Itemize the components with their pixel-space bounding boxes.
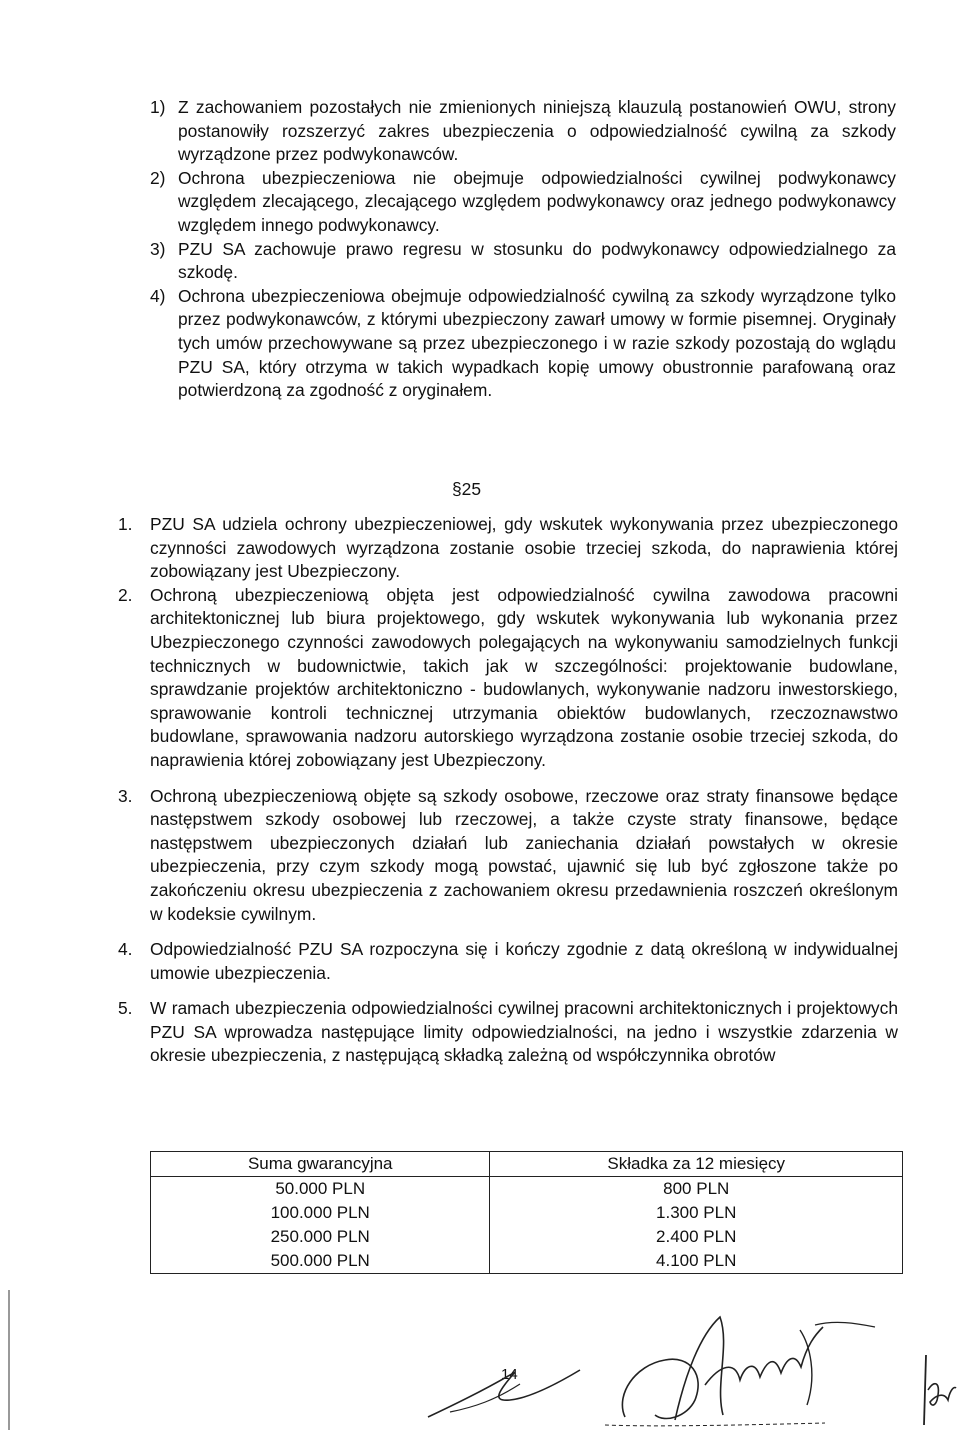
clause-text: Ochrona ubezpieczeniowa nie obejmuje odpowiedzialności cywilnej podwykonawcy względem zlecającego, zlecającego względem podwykonawcy oraz jednego podwykonawcy względem innego podwykonawcy.: [178, 167, 896, 235]
scan-edge-mark: [8, 1290, 10, 1430]
clause-number: 3): [150, 238, 166, 259]
section-paragraph-list: [118, 513, 898, 1068]
paragraph-gap: [118, 773, 898, 785]
clause-number: 2): [150, 167, 166, 188]
table-row: [151, 1225, 903, 1249]
clause-text: PZU SA zachowuje prawo regresu w stosunku do podwykonawcy odpowiedzialnego za szkodę.: [178, 238, 896, 283]
table-header-sum: Suma gwarancyjna: [151, 1152, 490, 1177]
paragraph-item: [118, 584, 898, 773]
table-cell: 2.400 PLN: [490, 1225, 903, 1249]
table-cell: 500.000 PLN: [151, 1249, 490, 1274]
clause-item: [150, 285, 896, 403]
table-row: [151, 1249, 903, 1274]
handwritten-initials: [420, 1362, 590, 1422]
handwritten-mark: [918, 1350, 958, 1430]
paragraph-item: [118, 938, 898, 985]
table-cell: 50.000 PLN: [151, 1177, 490, 1202]
table-cell: 250.000 PLN: [151, 1225, 490, 1249]
paragraph-number: 3.: [118, 785, 133, 806]
paragraph-number: 1.: [118, 514, 133, 534]
paragraph-text: Ochroną ubezpieczeniową objęte są szkody osobowe, rzeczowe oraz straty finansowe będące następstwem szkody osobowej lub rzeczowej, a także czyste straty finansowe, będące następstwem ubezpieczonych działań lub zaniechania działań powstałych w okresie ubezpieczenia, przy czym szkody mogą powstać, ujawnić się lub być zgłoszone także po zakończeniu okresu ubezpieczenia z zachowaniem okresu przedawnienia roszczeń określonym w kodeksie cywilnym.: [150, 785, 898, 924]
handwritten-signature: [595, 1305, 885, 1430]
paragraph-text: PZU SA udziela ochrony ubezpieczeniowej, gdy wskutek wykonywania przez ubezpieczonego czynności zawodowych wyrządzona zostanie osobie trzeciej szkoda, do naprawienia której zobowiązany jest Ubezpieczony.: [150, 514, 898, 582]
paragraph-gap: [118, 926, 898, 938]
table-cell: 100.000 PLN: [151, 1201, 490, 1225]
paragraph-number: 2.: [118, 584, 133, 605]
table-cell: 4.100 PLN: [490, 1249, 903, 1274]
paragraph-number: 4.: [118, 939, 133, 960]
clause-text: Z zachowaniem pozostałych nie zmienionych niniejszą klauzulą postanowień OWU, strony postanowiły rozszerzyć zakres ubezpieczenia o odpowiedzialność cywilną za szkody wyrządzone przez podwykonawców.: [178, 97, 896, 165]
clause-number: 4): [150, 285, 166, 306]
table-header-premium: Składka za 12 miesięcy: [490, 1152, 903, 1177]
paragraph-text: Odpowiedzialność PZU SA rozpoczyna się i kończy zgodnie z datą określoną w indywidualnej umowie ubezpieczenia.: [150, 939, 898, 983]
paragraph-gap: [118, 985, 898, 997]
clause-text: Ochrona ubezpieczeniowa obejmuje odpowiedzialność cywilną za szkody wyrządzone tylko przez podwykonawców, z którymi ubezpieczony zawarł umowy w formie pisemnej. Oryginały tych umów przechowywane są przez ubezpieczonego i w razie szkody pozostają do wglądu PZU SA, który otrzyma w takich wypadkach kopię umowy obustronnie parafowaną oraz potwierdzoną za zgodność z oryginałem.: [178, 285, 896, 401]
paragraph-item: [118, 997, 898, 1068]
liability-limits-table: [150, 1151, 903, 1274]
clause-item: [150, 238, 896, 285]
table-cell: 800 PLN: [490, 1177, 903, 1202]
paragraph-number: 5.: [118, 998, 133, 1019]
paragraph-item: [118, 513, 898, 584]
section-title: §25: [452, 479, 482, 499]
paragraph-text: W ramach ubezpieczenia odpowiedzialności cywilnej pracowni architektonicznych i projektowych PZU SA wprowadza następujące limity odpowiedzialności, na jedno i wszystkie zdarzenia w okresie ubezpieczenia, z następującą składką zależną od współczynnika obrotów: [150, 998, 898, 1066]
table-row: [151, 1177, 903, 1202]
clause-item: [150, 96, 896, 167]
table-row: [151, 1201, 903, 1225]
page-number: 14: [501, 1366, 518, 1383]
paragraph-text: Ochroną ubezpieczeniową objęta jest odpowiedzialność cywilna zawodowa pracowni architektonicznej lub biura projektowego, gdy wskutek wykonywania lub wykonania przez Ubezpieczonego czynności zawodowych polegających na wykonywaniu samodzielnych funkcji technicznych w budownictwie, takich jak w szczególności: projektowanie budowlane, sprawdzanie projektów architektoniczno - budowlanych, wykonywanie nadzoru inwestorskiego, sprawowanie kontroli technicznej utrzymania obiektów budowlanych, rzeczoznawstwo budowlane, sprawowania nadzoru autorskiego wyrządzona zostanie osobie trzeciej szkoda, do naprawienia której zobowiązany jest Ubezpieczony.: [150, 584, 898, 770]
table-header-row: [151, 1152, 903, 1177]
paragraph-item: [118, 785, 898, 927]
subcontractor-clause-list: [150, 96, 896, 403]
table-cell: 1.300 PLN: [490, 1201, 903, 1225]
clause-number: 1): [150, 97, 166, 117]
clause-item: [150, 167, 896, 238]
